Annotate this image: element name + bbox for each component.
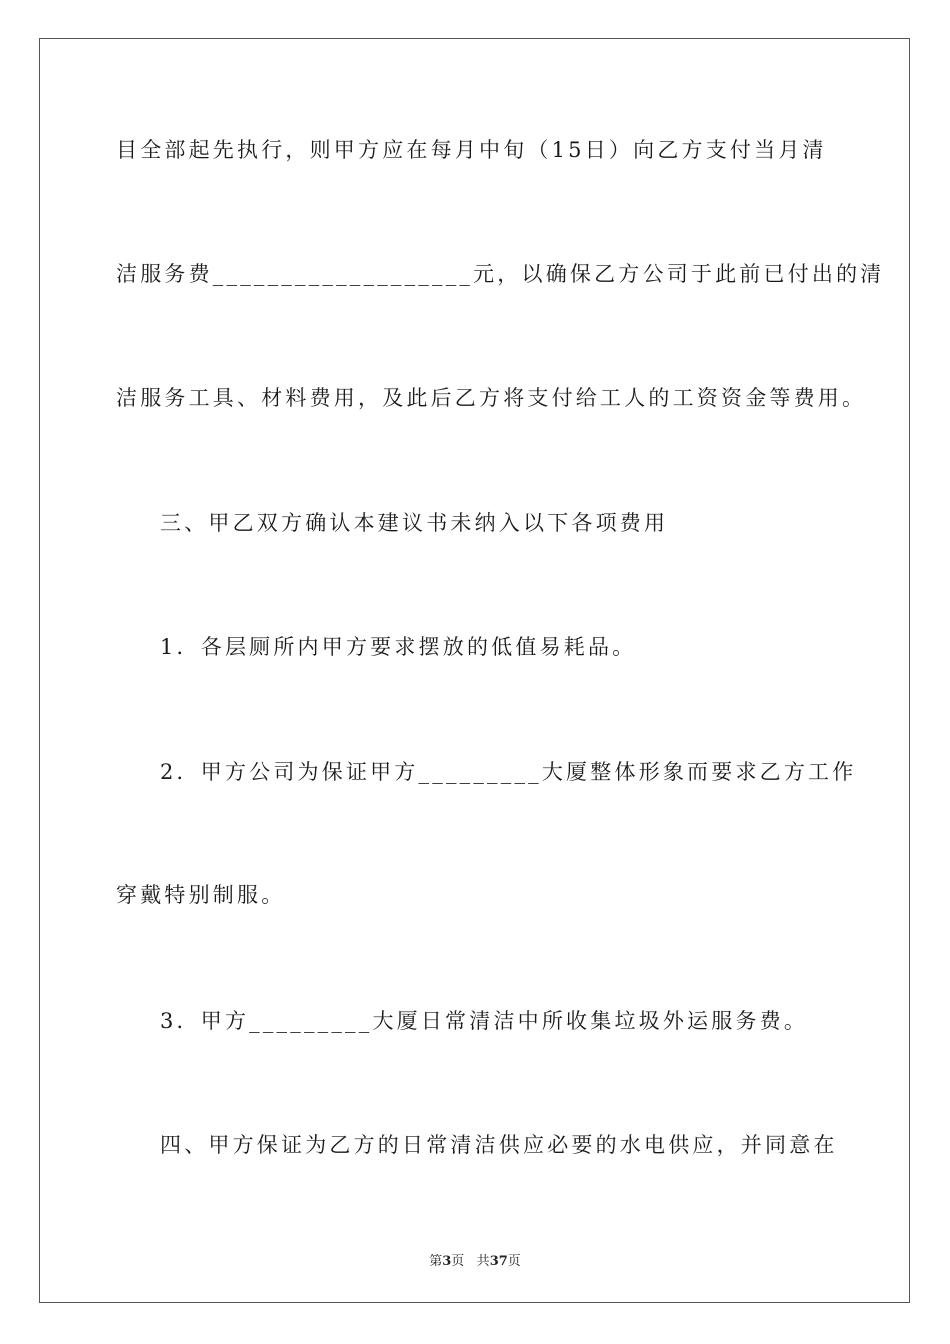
list-item-3: 3．甲方_________大厦日常清洁中所收集垃圾外运服务费。 [160,1009,809,1033]
total-pages: 37 [489,1254,508,1269]
list-item-2: 2．甲方公司为保证甲方_________大厦整体形象而要求乙方工作 [160,760,857,784]
page-border [39,38,910,1303]
paragraph-line-2: 洁服务费___________________元，以确保乙方公司于此前已付出的清 [116,262,885,286]
paragraph-line-3: 洁服务工具、材料费用，及此后乙方将支付给工人的工资资金等费用。 [116,386,867,410]
paragraph-line-1: 目全部起先执行，则甲方应在每月中旬（15日）向乙方支付当月清 [116,138,827,162]
page-footer [0,1250,950,1269]
list-item-2-continued: 穿戴特别制服。 [116,883,286,907]
page-suffix: 页 [451,1254,465,1269]
list-item-1: 1．各层厕所内甲方要求摆放的低值易耗品。 [160,635,637,659]
total-suffix: 页 [507,1254,521,1269]
page-prefix: 第 [429,1254,443,1269]
section-heading-3: 三、甲乙双方确认本建议书未纳入以下各项费用 [160,511,669,535]
section-heading-4: 四、甲方保证为乙方的日常清洁供应必要的水电供应，并同意在 [160,1133,838,1157]
total-prefix: 共 [476,1254,490,1269]
page-number: 3 [442,1254,452,1269]
